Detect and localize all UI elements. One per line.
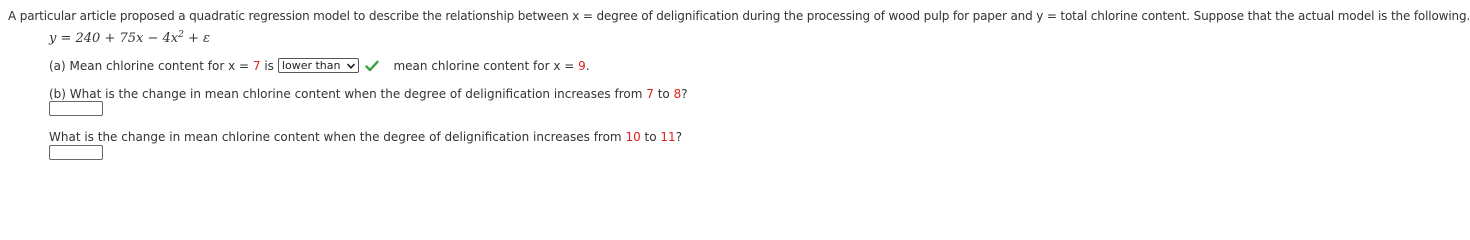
- intro-text-1: A particular article proposed a quadratic regression model to describe the relationship between: [8, 9, 573, 23]
- part-a-period: .: [585, 58, 590, 73]
- part-b-q2-prefix: What is the change in mean chlorine content when the degree of delignification increases from: [49, 130, 626, 144]
- part-a-x-value-2: 9: [578, 58, 586, 73]
- answer-input-b2[interactable]: [49, 145, 103, 160]
- chevron-down-icon: [346, 61, 356, 71]
- comparison-dropdown-value: lower than: [281, 59, 341, 72]
- part-a-is: is: [260, 58, 274, 73]
- part-a-x-value: 7: [252, 58, 261, 73]
- part-a-x-var: x: [228, 58, 236, 73]
- part-a-eq-2: =: [560, 58, 579, 73]
- part-b-question-1: [49, 87, 688, 101]
- part-a-question: [49, 58, 590, 73]
- part-b-q1-to-word: to: [653, 87, 674, 101]
- equation-rhs: + ε: [183, 31, 210, 46]
- part-b-q2-to: 11: [660, 130, 676, 144]
- part-a-eq: =: [235, 58, 253, 73]
- part-b-q1-prefix: (b) What is the change in mean chlorine content when the degree of delignification increases from: [49, 87, 647, 101]
- part-a-suffix: mean chlorine content for: [393, 58, 554, 73]
- intro-text-2: = degree of delignification during the processing of wood pulp for paper and: [579, 9, 1037, 23]
- intro-y-var: y: [1036, 9, 1044, 23]
- equation-lhs: y = 240 + 75x − 4x: [49, 31, 179, 46]
- intro-text-3: = total chlorine content. Suppose that the actual model is the following.: [1043, 9, 1470, 23]
- part-b-q1-from: 7: [646, 87, 654, 101]
- part-b-q2-from: 10: [625, 130, 641, 144]
- intro-x-var: x: [572, 9, 580, 23]
- model-equation: [49, 30, 210, 46]
- answer-input-b1[interactable]: [49, 101, 103, 116]
- equation-exponent: 2: [178, 30, 184, 40]
- checkmark-icon: [365, 60, 379, 72]
- comparison-dropdown[interactable]: [278, 58, 360, 73]
- part-b-q2-end: ?: [675, 130, 683, 144]
- part-a-x-var-2: x: [553, 58, 561, 73]
- part-a-prefix: (a) Mean chlorine content for: [49, 58, 229, 73]
- part-b-q2-to-word: to: [640, 130, 661, 144]
- part-b-question-2: [49, 130, 682, 144]
- problem-intro: [8, 9, 1470, 23]
- part-b-q1-end: ?: [681, 87, 688, 101]
- part-b-q1-to: 8: [673, 87, 682, 101]
